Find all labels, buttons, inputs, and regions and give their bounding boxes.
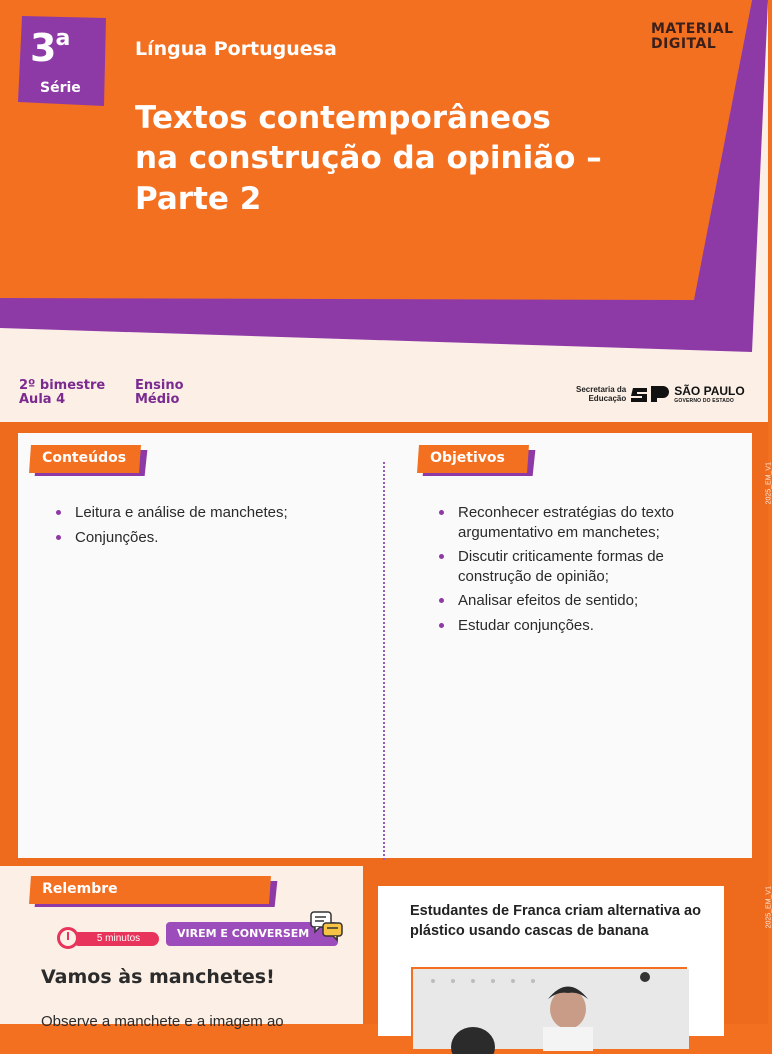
list-item: Discutir criticamente formas de construção de opinião;: [437, 547, 727, 586]
section-heading: Vamos às manchetes!: [41, 966, 275, 988]
list-item: Conjunções.: [54, 528, 354, 548]
objetivos-list: [437, 503, 727, 640]
list-item: Analisar efeitos de sentido;: [437, 591, 727, 611]
instruction-text: Observe a manchete e a imagem ao: [41, 1013, 284, 1030]
cover-slide: [0, 0, 768, 422]
conteudos-list: [54, 503, 354, 552]
list-item: Reconhecer estratégias do texto argumentativo em manchetes;: [437, 503, 727, 542]
bimestre-info: 2º bimestre Aula 4: [19, 378, 106, 407]
objectives-panel: [18, 433, 752, 858]
subject-title: Língua Portuguesa: [135, 38, 337, 60]
side-code: 2025_EM_V1: [765, 886, 772, 929]
relembre-tag: Relembre: [30, 876, 270, 904]
sp-logo-icon: [631, 384, 669, 404]
relembre-slide: [0, 866, 772, 1030]
news-photo: [411, 967, 687, 1047]
government-logo: [576, 383, 745, 405]
conteudos-tag: Conteúdos: [30, 445, 140, 473]
objetivos-tag: Objetivos: [418, 445, 528, 473]
level-info: Ensino Médio: [135, 378, 184, 407]
headline-card: [378, 886, 724, 1036]
chat-bubbles-icon: [310, 910, 344, 942]
serie-number: 3$^a$: [30, 26, 70, 70]
sp-text: SÃO PAULO GOVERNO DO ESTADO: [674, 383, 745, 404]
activity-label: VIREM E CONVERSEM: [166, 922, 338, 946]
list-item: Estudar conjunções.: [437, 616, 727, 636]
list-item: Leitura e análise de manchetes;: [54, 503, 354, 523]
lesson-title: Textos contemporâneos na construção da opinião – Parte 2: [135, 100, 602, 217]
time-pill: 5 minutos: [72, 932, 159, 946]
material-digital-logo: MATERIAL DIGITAL: [651, 21, 734, 52]
side-code: 2025_EM_V1: [765, 462, 772, 505]
clock-icon: [57, 927, 79, 949]
secretaria-label: Secretaria da Educação: [576, 384, 627, 403]
relembre-left: [0, 866, 363, 1030]
serie-label: Série: [40, 80, 81, 96]
column-divider: [383, 462, 385, 860]
news-headline: Estudantes de Franca criam alternativa ao plástico usando cascas de banana: [410, 903, 701, 939]
objectives-slide: [0, 422, 772, 866]
